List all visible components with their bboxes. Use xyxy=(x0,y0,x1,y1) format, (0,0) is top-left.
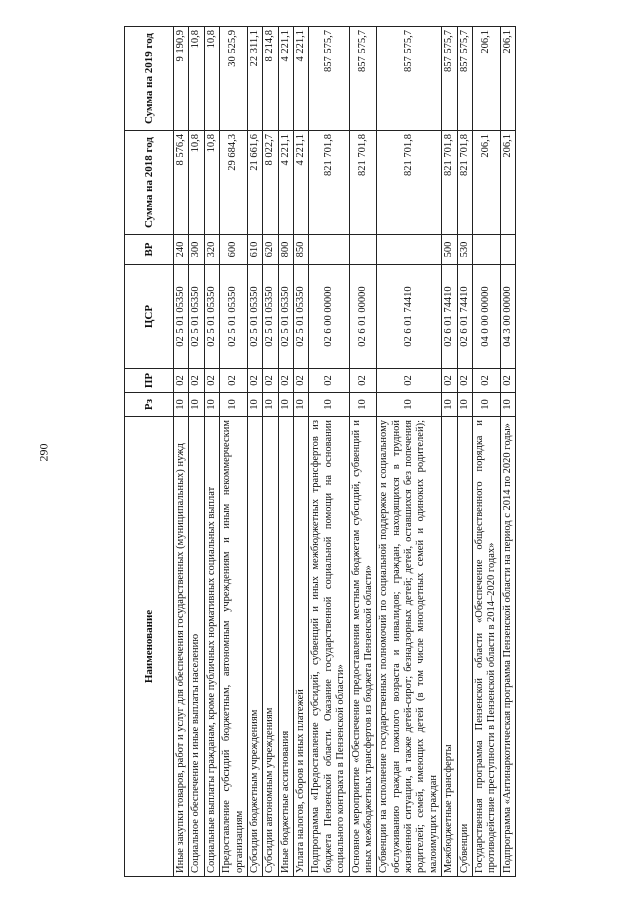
cell-vr: 320 xyxy=(204,235,219,265)
header-rz: Рз xyxy=(125,393,174,417)
cell-sum-2019: 10,8 xyxy=(189,27,204,131)
cell-csr: 02 5 01 05350 xyxy=(278,265,293,369)
cell-pr: 02 xyxy=(377,369,442,393)
cell-sum-2019: 30 525,9 xyxy=(220,27,248,131)
cell-vr: 800 xyxy=(278,235,293,265)
cell-csr: 02 5 01 05350 xyxy=(294,265,309,369)
cell-rz: 10 xyxy=(204,393,219,417)
cell-vr: 600 xyxy=(220,235,248,265)
header-name: Наименование xyxy=(125,417,174,877)
cell-name: Подпрограмма «Предоставление субсидий, субвенций и иных межбюджетных трансфертов из бюджета Пензенской области. Оказание государственной социальной помощи на основании социального контракта в Пензенской области» xyxy=(309,417,349,877)
cell-pr: 02 xyxy=(278,369,293,393)
table-row xyxy=(457,27,472,877)
cell-sum-2018: 206,1 xyxy=(500,131,515,235)
cell-csr: 02 6 01 74410 xyxy=(377,265,442,369)
cell-rz: 10 xyxy=(278,393,293,417)
cell-vr: 850 xyxy=(294,235,309,265)
cell-sum-2019: 206,1 xyxy=(500,27,515,131)
cell-vr xyxy=(349,235,377,265)
cell-name: Уплата налогов, сборов и иных платежей xyxy=(294,417,309,877)
cell-pr: 02 xyxy=(457,369,472,393)
cell-rz: 10 xyxy=(472,393,500,417)
cell-rz: 10 xyxy=(247,393,262,417)
table-row xyxy=(247,27,262,877)
header-vr: ВР xyxy=(125,235,174,265)
cell-rz: 10 xyxy=(294,393,309,417)
table-row xyxy=(263,27,278,877)
cell-sum-2019: 206,1 xyxy=(472,27,500,131)
table-row xyxy=(174,27,189,877)
cell-sum-2018: 21 661,6 xyxy=(247,131,262,235)
cell-sum-2019: 4 221,1 xyxy=(278,27,293,131)
table-row xyxy=(309,27,349,877)
cell-rz: 10 xyxy=(457,393,472,417)
cell-pr: 02 xyxy=(189,369,204,393)
cell-sum-2018: 821 701,8 xyxy=(309,131,349,235)
cell-csr: 04 3 00 00000 xyxy=(500,265,515,369)
cell-csr: 02 5 01 05350 xyxy=(204,265,219,369)
rotated-page xyxy=(124,27,516,877)
cell-sum-2019: 10,8 xyxy=(204,27,219,131)
cell-name: Социальные выплаты гражданам, кроме публичных нормативных социальных выплат xyxy=(204,417,219,877)
cell-name: Иные закупки товаров, работ и услуг для обеспечения государственных (муниципальных) нужд xyxy=(174,417,189,877)
cell-rz: 10 xyxy=(263,393,278,417)
header-sum-2018: Сумма на 2018 год xyxy=(125,131,174,235)
table-row xyxy=(278,27,293,877)
cell-sum-2018: 821 701,8 xyxy=(442,131,457,235)
cell-name: Субсидии бюджетным учреждениям xyxy=(247,417,262,877)
cell-sum-2018: 10,8 xyxy=(189,131,204,235)
cell-rz: 10 xyxy=(220,393,248,417)
cell-vr xyxy=(377,235,442,265)
cell-pr: 02 xyxy=(220,369,248,393)
cell-sum-2019: 4 221,1 xyxy=(294,27,309,131)
cell-pr: 02 xyxy=(442,369,457,393)
cell-sum-2018: 8 576,4 xyxy=(174,131,189,235)
cell-sum-2018: 4 221,1 xyxy=(294,131,309,235)
cell-csr: 02 5 01 05350 xyxy=(263,265,278,369)
cell-sum-2018: 10,8 xyxy=(204,131,219,235)
header-pr: ПР xyxy=(125,369,174,393)
table-row xyxy=(377,27,442,877)
cell-name: Субвенции xyxy=(457,417,472,877)
cell-sum-2019: 8 214,8 xyxy=(263,27,278,131)
cell-pr: 02 xyxy=(247,369,262,393)
cell-vr xyxy=(309,235,349,265)
cell-name: Межбюджетные трансферты xyxy=(442,417,457,877)
table-row xyxy=(472,27,500,877)
table-row xyxy=(349,27,377,877)
cell-csr: 02 6 00 00000 xyxy=(309,265,349,369)
cell-name: Субсидии автономным учреждениям xyxy=(263,417,278,877)
cell-pr: 02 xyxy=(204,369,219,393)
cell-name: Подпрограмма «Антинаркотическая программа Пензенской области на период с 2014 по 2020 годы» xyxy=(500,417,515,877)
cell-pr: 02 xyxy=(263,369,278,393)
cell-pr: 02 xyxy=(500,369,515,393)
cell-rz: 10 xyxy=(500,393,515,417)
cell-vr: 620 xyxy=(263,235,278,265)
cell-sum-2019: 857 575,7 xyxy=(309,27,349,131)
cell-sum-2018: 29 684,3 xyxy=(220,131,248,235)
header-sum-2019: Сумма на 2019 год xyxy=(125,27,174,131)
table-row xyxy=(294,27,309,877)
cell-csr: 02 6 01 74410 xyxy=(442,265,457,369)
cell-vr: 500 xyxy=(442,235,457,265)
cell-sum-2018: 821 701,8 xyxy=(349,131,377,235)
cell-rz: 10 xyxy=(442,393,457,417)
cell-name: Субвенции на исполнение государственных полномочий по социальной поддержке и социальному обслуживанию граждан пожилого возраста и инвалидов; граждан, находящихся в трудной жизненной ситуации, а также детей-сирот; безнадзорных детей; детей, оставшихся без попечения родителей; семей, имеющих детей (в том числе многодетных семей и одиноких родителей); малоимущих граждан xyxy=(377,417,442,877)
cell-pr: 02 xyxy=(174,369,189,393)
cell-rz: 10 xyxy=(377,393,442,417)
cell-csr: 02 6 01 74410 xyxy=(457,265,472,369)
header-csr: ЦСР xyxy=(125,265,174,369)
cell-sum-2018: 4 221,1 xyxy=(278,131,293,235)
table-row xyxy=(220,27,248,877)
cell-rz: 10 xyxy=(349,393,377,417)
cell-name: Предоставление субсидий бюджетным, автономным учреждениям и иным некоммерческим организациям xyxy=(220,417,248,877)
cell-csr: 02 5 01 05350 xyxy=(189,265,204,369)
budget-table xyxy=(124,26,516,877)
cell-sum-2019: 857 575,7 xyxy=(349,27,377,131)
cell-rz: 10 xyxy=(309,393,349,417)
table-row xyxy=(500,27,515,877)
table-row xyxy=(189,27,204,877)
cell-sum-2018: 206,1 xyxy=(472,131,500,235)
cell-rz: 10 xyxy=(189,393,204,417)
cell-vr: 300 xyxy=(189,235,204,265)
cell-pr: 02 xyxy=(349,369,377,393)
cell-csr: 04 0 00 00000 xyxy=(472,265,500,369)
cell-pr: 02 xyxy=(309,369,349,393)
cell-rz: 10 xyxy=(174,393,189,417)
cell-pr: 02 xyxy=(472,369,500,393)
cell-pr: 02 xyxy=(294,369,309,393)
cell-sum-2018: 821 701,8 xyxy=(457,131,472,235)
cell-csr: 02 5 01 05350 xyxy=(220,265,248,369)
header-row xyxy=(125,27,174,877)
cell-sum-2019: 22 311,1 xyxy=(247,27,262,131)
cell-sum-2019: 857 575,7 xyxy=(457,27,472,131)
cell-vr: 240 xyxy=(174,235,189,265)
cell-name: Государственная программа Пензенской области «Обеспечение общественного порядка и противодействие преступности в Пензенской области в 2014–2020 годах» xyxy=(472,417,500,877)
cell-csr: 02 5 01 05350 xyxy=(174,265,189,369)
cell-sum-2018: 821 701,8 xyxy=(377,131,442,235)
cell-sum-2019: 857 575,7 xyxy=(377,27,442,131)
cell-name: Иные бюджетные ассигнования xyxy=(278,417,293,877)
cell-sum-2019: 857 575,7 xyxy=(442,27,457,131)
cell-sum-2019: 9 190,9 xyxy=(174,27,189,131)
cell-vr: 530 xyxy=(457,235,472,265)
cell-sum-2018: 8 022,7 xyxy=(263,131,278,235)
table-row xyxy=(204,27,219,877)
cell-vr xyxy=(472,235,500,265)
cell-csr: 02 6 01 00000 xyxy=(349,265,377,369)
cell-csr: 02 5 01 05350 xyxy=(247,265,262,369)
cell-name: Социальное обеспечение и иные выплаты населению xyxy=(189,417,204,877)
cell-vr xyxy=(500,235,515,265)
page-number: 290 xyxy=(36,443,51,462)
cell-vr: 610 xyxy=(247,235,262,265)
cell-name: Основное мероприятие «Обеспечение предоставления местным бюджетам субсидий, субвенций и иных межбюджетных трансфертов из бюджета Пензенской области» xyxy=(349,417,377,877)
table-row xyxy=(442,27,457,877)
